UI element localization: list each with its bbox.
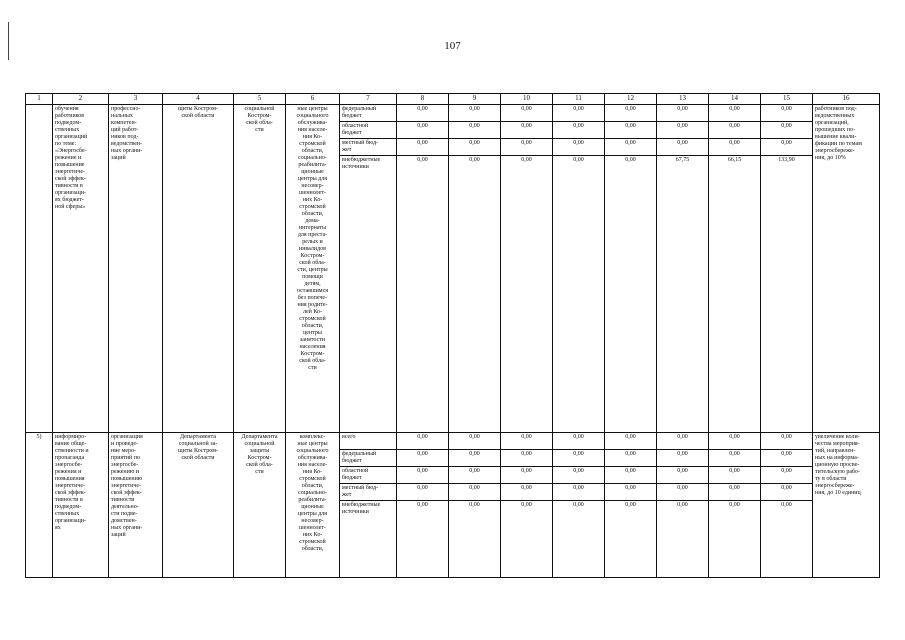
column-header-8: 8	[397, 94, 449, 105]
amount-cell	[657, 484, 709, 501]
activity-name	[53, 433, 109, 578]
amount-cell-text: 133,90	[778, 157, 795, 163]
amount-cell	[449, 467, 501, 484]
amount-cell	[657, 501, 709, 578]
row-number	[26, 433, 53, 578]
amount-cell	[709, 484, 761, 501]
amount-cell-text: 0,00	[417, 157, 428, 163]
amount-cell	[449, 484, 501, 501]
funding-source	[340, 484, 397, 501]
activity-name-text: информиро- вание обще- ственности и пропаганда энергосбе- режения и повышения энергетиче- ской эффек- тивности в подведом- ственных организаци- ях	[55, 434, 89, 531]
expected-result-text: увеличение коли- чества мероприя- тий, направлен- ных на информа- ционную просве- тительскую рабо- ту в области энергосбереже- ния, до 10 единиц	[815, 434, 861, 496]
funding-source-text: областной бюджет	[342, 123, 369, 136]
amount-cell	[761, 433, 813, 450]
column-header-15: 15	[761, 94, 813, 105]
column-header-16: 16	[813, 94, 880, 105]
amount-cell-text: 0,00	[625, 123, 636, 129]
amount-cell	[553, 433, 605, 450]
amount-cell	[657, 467, 709, 484]
amount-cell-text: 0,00	[573, 140, 584, 146]
amount-cell	[761, 139, 813, 156]
funding-source	[340, 450, 397, 467]
amount-cell-text: 0,00	[417, 434, 428, 440]
amount-cell-text: 67,75	[675, 157, 690, 163]
column-header-2: 2	[53, 94, 109, 105]
expected-result-text: работников под- ведомственных организаций, прошедших по- вышение квали- фикации по темам энергосбереже- ния, до 10%	[815, 106, 862, 161]
amount-cell	[761, 105, 813, 122]
activity-goal	[109, 433, 163, 578]
participants-text: ные центры социального обслужива- ния населе- ния Ко- стромской области, социально- реабилита- ционные центры для несовер- шеннолет- них Ко- стромской области, дома- интернаты для преста- релых и инвалидов Костром- ской обла- сти, центры помощи детям, оставшимся без попече- ния родите- лей Ко- стромской области, центры занятости населения Костром- ской обла- сти	[296, 106, 329, 371]
amount-cell-text: 0,00	[417, 485, 428, 491]
amount-cell	[709, 105, 761, 122]
co-executor	[234, 433, 286, 578]
amount-cell	[397, 105, 449, 122]
funding-source	[340, 105, 397, 122]
amount-cell	[449, 122, 501, 139]
block-b	[26, 433, 880, 578]
amount-cell-text: 0,00	[729, 434, 740, 440]
amount-cell-text: 0,00	[677, 468, 688, 474]
amount-cell	[501, 484, 553, 501]
amount-cell-text: 0,00	[729, 485, 740, 491]
amount-cell-text: 0,00	[521, 157, 532, 163]
amount-cell	[709, 433, 761, 450]
amount-cell-text: 0,00	[625, 485, 636, 491]
amount-cell	[553, 156, 605, 433]
funding-source	[340, 501, 397, 578]
amount-cell-text: 0,00	[469, 157, 480, 163]
amount-cell-text: 0,00	[677, 502, 688, 508]
amount-cell-text: 0,00	[625, 468, 636, 474]
column-header-1: 1	[26, 94, 53, 105]
amount-cell	[605, 467, 657, 484]
amount-cell-text: 0,00	[469, 451, 480, 457]
amount-cell	[709, 156, 761, 433]
amount-cell	[761, 122, 813, 139]
responsible-executor	[163, 105, 234, 433]
amount-cell-text: 0,00	[677, 434, 688, 440]
funding-source-text: федеральный бюджет	[342, 106, 377, 119]
amount-cell	[553, 139, 605, 156]
amount-cell	[397, 433, 449, 450]
amount-cell-text: 0,00	[573, 106, 584, 112]
amount-cell	[605, 139, 657, 156]
amount-cell-text: 0,00	[521, 468, 532, 474]
amount-cell-text: 0,00	[781, 451, 792, 457]
amount-cell	[449, 139, 501, 156]
funding-source-text: федеральный бюджет	[342, 451, 377, 464]
amount-cell	[553, 467, 605, 484]
amount-cell	[709, 450, 761, 467]
amount-cell-text: 0,00	[417, 451, 428, 457]
amount-cell	[761, 501, 813, 578]
amount-cell	[397, 467, 449, 484]
amount-cell-text: 0,00	[521, 106, 532, 112]
amount-cell-text: 0,00	[573, 434, 584, 440]
amount-cell-text: 0,00	[521, 140, 532, 146]
participants	[286, 105, 340, 433]
activity-goal-text: профессио- нальных компетен- ций работ- ников под- ведомствен- ных органи- заций	[111, 106, 143, 161]
amount-cell-text: 0,00	[469, 434, 480, 440]
amount-cell-text: 0,00	[625, 451, 636, 457]
amount-cell-text: 0,00	[469, 106, 480, 112]
row-number-text: 5)	[36, 434, 42, 440]
amount-cell	[501, 450, 553, 467]
row-number	[26, 105, 53, 433]
amount-cell	[449, 433, 501, 450]
block-a	[26, 105, 880, 433]
amount-cell-text: 0,00	[729, 451, 740, 457]
co-executor-text: Департамента социальной защиты Костром- ской обла- сти	[241, 434, 278, 475]
activity-name	[53, 105, 109, 433]
responsible-executor-text: щиты Костром- ской области	[178, 106, 218, 119]
amount-cell-text: 0,00	[625, 502, 636, 508]
amount-cell-text: 0,00	[781, 123, 792, 129]
funding-source	[340, 139, 397, 156]
amount-cell-text: 0,00	[417, 140, 428, 146]
amount-cell-text: 0,00	[417, 502, 428, 508]
amount-cell	[397, 156, 449, 433]
amount-cell	[397, 122, 449, 139]
amount-cell-text: 0,00	[677, 140, 688, 146]
co-executor	[234, 105, 286, 433]
column-header-14: 14	[709, 94, 761, 105]
amount-cell-text: 0,00	[469, 140, 480, 146]
amount-cell	[553, 122, 605, 139]
amount-cell	[501, 122, 553, 139]
amount-cell	[657, 433, 709, 450]
amount-cell-text: 0,00	[729, 123, 740, 129]
amount-cell	[761, 450, 813, 467]
column-header-9: 9	[449, 94, 501, 105]
amount-cell-text: 0,00	[781, 140, 792, 146]
amount-cell	[397, 501, 449, 578]
amount-cell-text: 0,00	[625, 106, 636, 112]
amount-cell	[501, 501, 553, 578]
amount-cell-text: 0,00	[417, 123, 428, 129]
column-header-6: 6	[286, 94, 340, 105]
header-row	[26, 94, 880, 105]
amount-cell-text: 0,00	[729, 140, 740, 146]
amount-cell-text: 0,00	[521, 502, 532, 508]
funding-source-text: внебюджетные источники	[342, 502, 381, 515]
responsible-executor	[163, 433, 234, 578]
amount-cell	[501, 467, 553, 484]
activity-name-text: обучения работников подведом- ственных организаций по теме: «Энергосбе- режение и повышение энергетиче- ской эффек- тивности в организаци- ях бюджет- ной сферы»	[55, 106, 88, 210]
amount-cell	[501, 156, 553, 433]
amount-cell-text: 0,00	[469, 502, 480, 508]
expected-result	[813, 433, 880, 578]
funding-source-text: внебюджетные источники	[342, 157, 381, 170]
amount-cell	[605, 484, 657, 501]
amount-cell-text: 0,00	[573, 485, 584, 491]
amount-cell-text: 0,00	[521, 485, 532, 491]
column-header-7: 7	[340, 94, 397, 105]
amount-cell	[605, 501, 657, 578]
funding-source	[340, 156, 397, 433]
amount-cell	[553, 484, 605, 501]
amount-cell-text: 0,00	[677, 123, 688, 129]
program-table	[25, 93, 880, 578]
amount-cell	[709, 139, 761, 156]
amount-cell	[553, 105, 605, 122]
participants-text: комплекс- ные центры социального обслужива- ния населе- ния Ко- стромской области, социально- реабилита- ционные центры для несовер- шеннолет- них Ко- стромской области,	[296, 434, 329, 552]
amount-cell	[501, 433, 553, 450]
amount-cell-text: 0,00	[573, 157, 584, 163]
table-row	[26, 433, 880, 450]
amount-cell	[501, 139, 553, 156]
amount-cell-text: 0,00	[729, 106, 740, 112]
amount-cell-text: 0,00	[781, 434, 792, 440]
amount-cell	[605, 105, 657, 122]
amount-cell	[709, 501, 761, 578]
amount-cell-text: 0,00	[625, 157, 636, 163]
amount-cell-text: 66,15	[727, 157, 742, 163]
amount-cell-text: 0,00	[521, 434, 532, 440]
amount-cell	[501, 105, 553, 122]
amount-cell	[449, 156, 501, 433]
column-header-3: 3	[109, 94, 163, 105]
amount-cell-text: 0,00	[469, 485, 480, 491]
funding-source-text: местный бюд- жет	[342, 485, 379, 498]
amount-cell-text: 0,00	[573, 468, 584, 474]
funding-source	[340, 467, 397, 484]
amount-cell	[449, 105, 501, 122]
amount-cell-text: 0,00	[677, 451, 688, 457]
amount-cell	[657, 139, 709, 156]
amount-cell	[761, 484, 813, 501]
amount-cell-text: 0,00	[469, 468, 480, 474]
amount-cell-text: 0,00	[781, 485, 792, 491]
amount-cell-text: 0,00	[573, 451, 584, 457]
amount-cell-text: 0,00	[729, 468, 740, 474]
amount-cell-text: 0,00	[469, 123, 480, 129]
funding-source	[340, 433, 397, 450]
amount-cell	[449, 450, 501, 467]
amount-cell	[761, 156, 813, 433]
column-header-5: 5	[234, 94, 286, 105]
amount-cell	[605, 122, 657, 139]
expected-result	[813, 105, 880, 433]
table-row	[26, 105, 880, 122]
amount-cell	[657, 122, 709, 139]
amount-cell-text: 0,00	[781, 468, 792, 474]
amount-cell-text: 0,00	[573, 123, 584, 129]
amount-cell-text: 0,00	[781, 502, 792, 508]
amount-cell-text: 0,00	[417, 468, 428, 474]
amount-cell-text: 0,00	[521, 451, 532, 457]
column-header-4: 4	[163, 94, 234, 105]
amount-cell	[761, 467, 813, 484]
amount-cell-text: 0,00	[521, 123, 532, 129]
column-header-10: 10	[501, 94, 553, 105]
funding-source-text: местный бюд- жет	[342, 140, 379, 153]
page-number: 107	[444, 40, 461, 52]
amount-cell-text: 0,00	[781, 106, 792, 112]
co-executor-text: социальной Костром- ской обла- сти	[244, 106, 275, 133]
column-header-13: 13	[657, 94, 709, 105]
amount-cell	[709, 467, 761, 484]
amount-cell-text: 0,00	[677, 106, 688, 112]
amount-cell-text: 0,00	[729, 502, 740, 508]
amount-cell	[397, 139, 449, 156]
amount-cell	[709, 122, 761, 139]
amount-cell-text: 0,00	[677, 485, 688, 491]
amount-cell	[553, 450, 605, 467]
amount-cell	[657, 105, 709, 122]
amount-cell	[657, 156, 709, 433]
amount-cell	[553, 501, 605, 578]
amount-cell	[605, 156, 657, 433]
amount-cell	[397, 450, 449, 467]
responsible-executor-text: Департамента социальной за- щиты Костром- ской области	[178, 434, 218, 461]
amount-cell-text: 0,00	[417, 106, 428, 112]
amount-cell-text: 0,00	[625, 434, 636, 440]
amount-cell	[397, 484, 449, 501]
funding-source-text: областной бюджет	[342, 468, 369, 481]
amount-cell-text: 0,00	[625, 140, 636, 146]
participants	[286, 433, 340, 578]
activity-goal-text: организация и проведе- ние меро- приятий по энергосбе- режению и повышению энергетиче- ской эффек- тивности деятельно- сти подве- домствен- ных органи- заций	[111, 434, 143, 538]
amount-cell	[449, 501, 501, 578]
activity-goal	[109, 105, 163, 433]
column-header-12: 12	[605, 94, 657, 105]
amount-cell	[605, 450, 657, 467]
amount-cell	[657, 450, 709, 467]
amount-cell-text: 0,00	[573, 502, 584, 508]
column-header-11: 11	[553, 94, 605, 105]
funding-source	[340, 122, 397, 139]
funding-source-text: всего	[342, 434, 356, 440]
amount-cell	[605, 433, 657, 450]
